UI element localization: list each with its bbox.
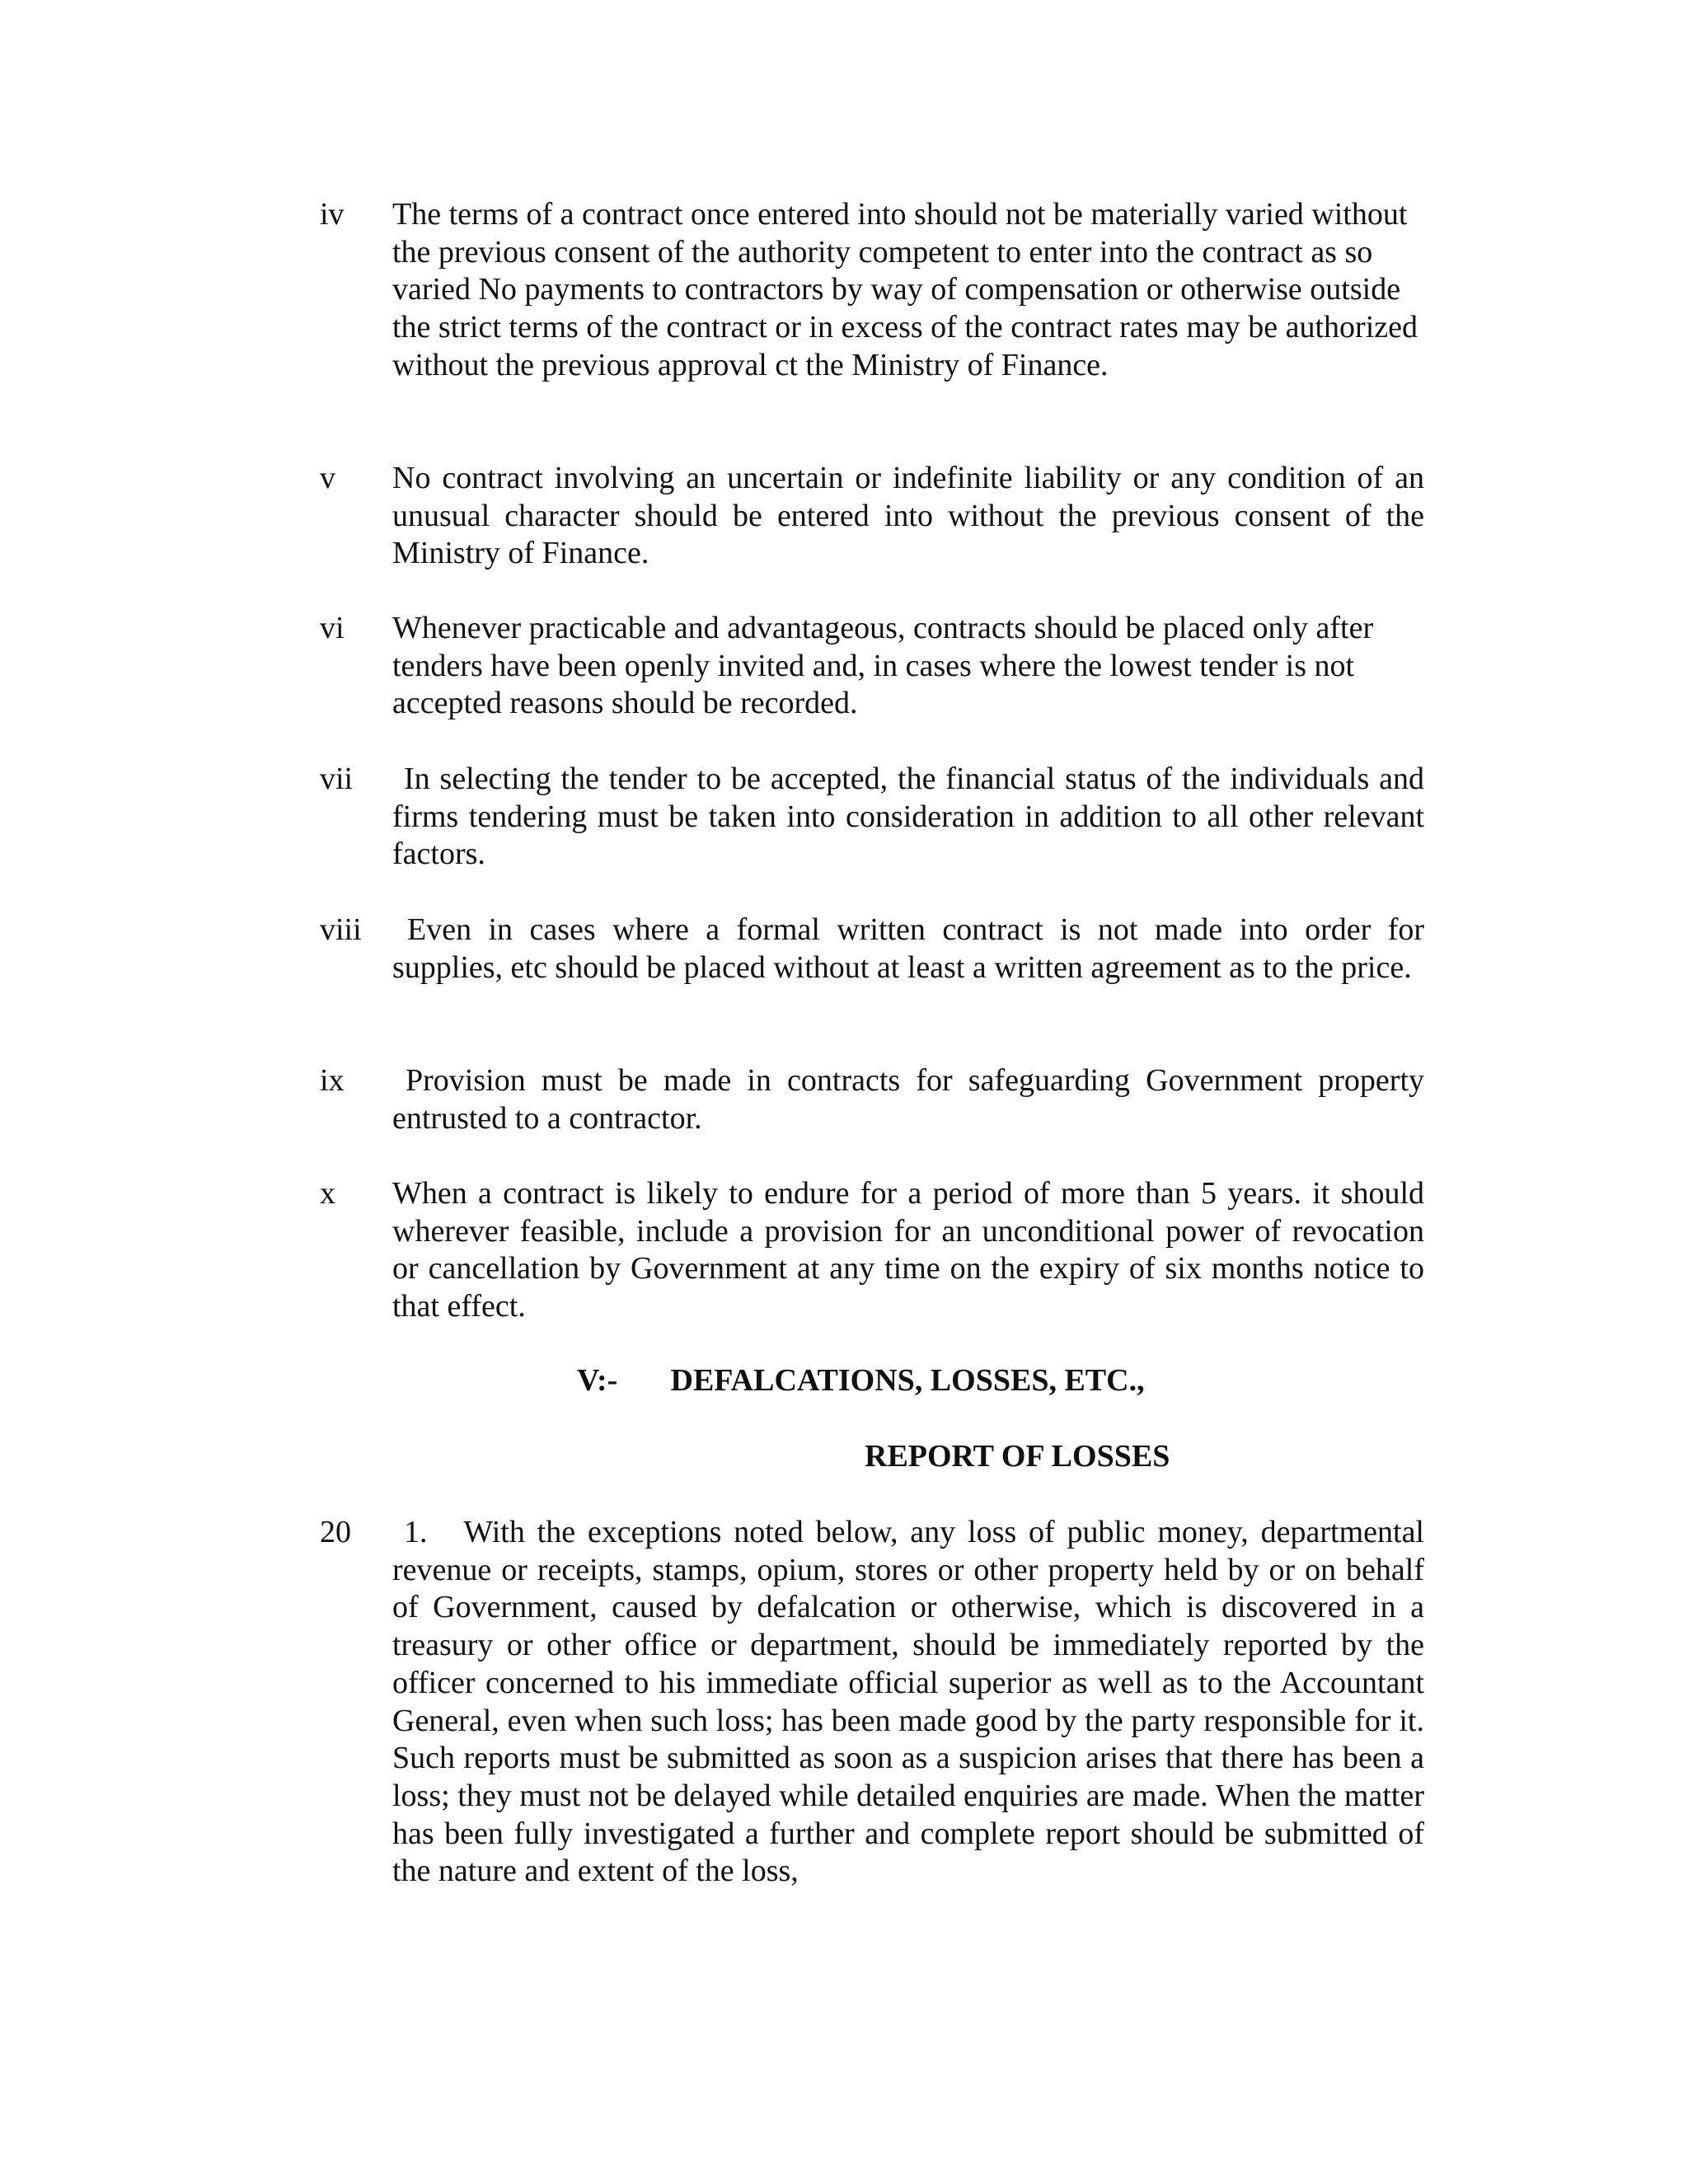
- clause-text: Provision must be made in contracts for safeguarding Government property entrusted to a contractor.: [392, 1063, 1424, 1136]
- clause-iv: [320, 196, 1424, 385]
- clause-x: [320, 1175, 1424, 1326]
- clause-ix: [320, 1062, 1424, 1137]
- section-number: V:-: [577, 1363, 618, 1398]
- clause-vi: [320, 610, 1424, 723]
- subheading: REPORT OF LOSSES: [865, 1439, 1170, 1474]
- clause-text: In selecting the tender to be accepted, the financial status of the individuals and firms tendering must be taken into consideration in addition to all other relevant factors.: [392, 762, 1424, 872]
- clause-number: x: [320, 1176, 335, 1211]
- section-title: DEFALCATIONS, LOSSES, ETC.,: [670, 1363, 1145, 1398]
- clause-number: vii: [320, 762, 354, 796]
- rule-text: 1. With the exceptions noted below, any loss of public money, departmental revenue or receipts, stamps, opium, stores or other property held by or on behalf of Government, caused by defalcation or otherwise, which is discovered in a treasury or other office or department, should be immediately reported by the officer concerned to his immediate official superior as well as to the Accountant General, even when such loss; has been made good by the party responsible for it. Such reports must be submitted as soon as a suspicion arises that there has been a loss; they must not be delayed while detailed enquiries are made. When the matter has been fully investigated a further and complete report should be submitted of the nature and extent of the loss,: [392, 1515, 1432, 1889]
- rule-20: [320, 1514, 1432, 1891]
- clause-viii: [320, 912, 1424, 987]
- clause-number: v: [320, 461, 335, 495]
- clause-vii: [320, 761, 1424, 874]
- clause-text: Whenever practicable and advantageous, contracts should be placed only after tenders have been openly invited and, in cases where the lowest tender is not accepted reasons should be recorded.: [392, 611, 1374, 721]
- clause-number: ix: [320, 1063, 345, 1098]
- clause-number: vi: [320, 611, 345, 645]
- clause-number: viii: [320, 912, 362, 947]
- rule-number: 20: [320, 1515, 351, 1549]
- clause-text: No contract involving an uncertain or indefinite liability or any condition of an unusual character should be entered into without the previous consent of the Ministry of Finance.: [392, 461, 1424, 571]
- clause-text: The terms of a contract once entered into should not be materially varied without the previous consent of the authority competent to enter into the contract as so varied No payments to contractors by way of compensation or otherwise outside the strict terms of the contract or in excess of the contract rates may be authorized without the previous approval ct the Ministry of Finance.: [392, 197, 1418, 382]
- clause-number: iv: [320, 197, 345, 232]
- clause-text: When a contract is likely to endure for a period of more than 5 years. it should wherever feasible, include a provision for an unconditional power of revocation or cancellation by Government at any time on the expiry of six months notice to that effect.: [392, 1176, 1424, 1324]
- clause-v: [320, 460, 1424, 573]
- section-heading: [577, 1361, 1145, 1399]
- clause-text: Even in cases where a formal written contract is not made into order for supplies, etc should be placed without at least a written agreement as to the price.: [392, 912, 1424, 985]
